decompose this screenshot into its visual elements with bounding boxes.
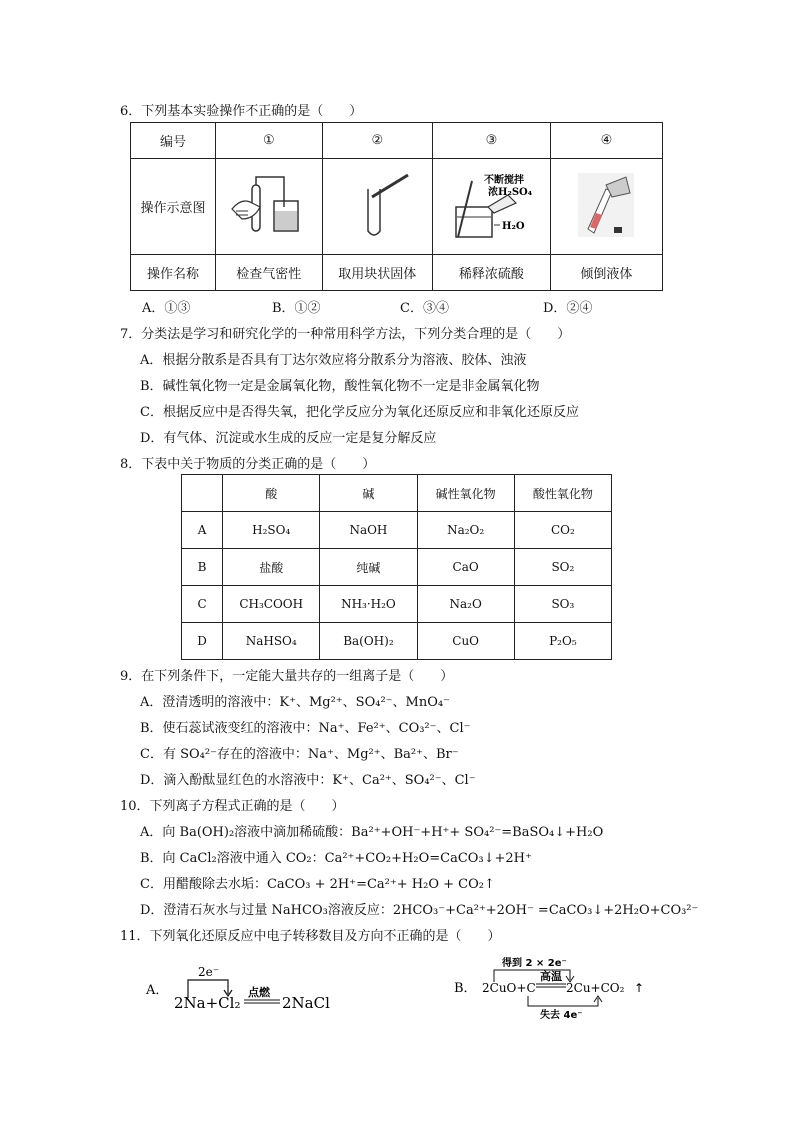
- q6-fig-pour: [550, 159, 662, 255]
- q6-option-a: A．①③: [142, 301, 191, 316]
- q6-header-3: ③: [433, 123, 551, 159]
- q8-cell: 纯碱: [320, 549, 417, 586]
- q8-cell: SO₃: [514, 586, 611, 623]
- q8-cell: D: [182, 623, 223, 660]
- q8-header-acidic-oxide: 酸性氧化物: [514, 475, 611, 512]
- q10-option-a: A．向 Ba(OH)₂溶液中滴加稀硫酸：Ba²⁺+OH⁻+H⁺+ SO₄²⁻=BaSO₄↓+H₂O: [140, 825, 604, 840]
- q11-b-rhs: 2Cu+CO₂: [566, 981, 625, 995]
- dilute-label-acid: 浓H₂SO₄: [488, 186, 533, 198]
- q10-option-c: C．用醋酸除去水垢：CaCO₃ + 2H⁺=Ca²⁺+ H₂O + CO₂↑: [140, 877, 495, 892]
- q8-table: [181, 474, 612, 660]
- q7-stem: 7．分类法是学习和研究化学的一种常用科学方法，下列分类合理的是（ ）: [120, 327, 571, 342]
- q8-cell: CH₃COOH: [223, 586, 320, 623]
- q7-option-c: C．根据反应中是否得失氧，把化学反应分为氧化还原反应和非氧化还原反应: [140, 405, 579, 420]
- q6-option-d: D．②④: [543, 301, 593, 316]
- q8-cell: NaHSO₄: [223, 623, 320, 660]
- airtight-check-illustration: [224, 167, 314, 243]
- q7-option-d: D．有气体、沉淀或水生成的反应一定是复分解反应: [140, 431, 437, 446]
- q11-b-lhs: 2CuO+C: [482, 981, 536, 995]
- q11-equation-b: [448, 952, 668, 1022]
- q8-header-0: [182, 475, 223, 512]
- solid-taking-illustration: [332, 167, 422, 243]
- q6-name-label: 操作名称: [131, 255, 216, 291]
- q8-cell: NH₃·H₂O: [320, 586, 417, 623]
- q6-name-4: 倾倒液体: [550, 255, 662, 291]
- q8-cell: B: [182, 549, 223, 586]
- q6-fig-dilute: [433, 159, 551, 255]
- q8-header-base: 碱: [320, 475, 417, 512]
- q11-a-lhs: 2Na+Cl₂: [174, 994, 241, 1012]
- q8-cell: SO₂: [514, 549, 611, 586]
- q8-stem: 8．下表中关于物质的分类正确的是（ ）: [120, 457, 376, 472]
- q8-cell: P₂O₅: [514, 623, 611, 660]
- q8-cell: 盐酸: [223, 549, 320, 586]
- q11-equation-a: [140, 958, 350, 1018]
- q10-stem: 10．下列离子方程式正确的是（ ）: [120, 799, 345, 814]
- q6-diagram-label: 操作示意图: [131, 159, 216, 255]
- q6-fig-airtight: [216, 159, 323, 255]
- q6-fig-solid: [322, 159, 432, 255]
- q8-cell: H₂SO₄: [223, 512, 320, 549]
- q9-option-a: A．澄清透明的溶液中：K⁺、Mg²⁺、SO₄²⁻、MnO₄⁻: [140, 695, 450, 710]
- q11-a-transfer: 2e⁻: [198, 965, 220, 979]
- q6-option-c: C．③④: [400, 301, 449, 316]
- q7-option-b: B．碱性氧化物一定是金属氧化物，酸性氧化物不一定是非金属氧化物: [140, 379, 540, 394]
- q11-stem: 11．下列氧化还原反应中电子转移数目及方向不正确的是（ ）: [120, 929, 501, 944]
- q9-option-c: C．有 SO₄²⁻存在的溶液中：Na⁺、Mg²⁺、Ba²⁺、Br⁻: [140, 747, 459, 762]
- q8-cell: CaO: [417, 549, 514, 586]
- q8-header-acid: 酸: [223, 475, 320, 512]
- q8-cell: A: [182, 512, 223, 549]
- table-row: [182, 549, 612, 586]
- q6-header-label: 编号: [131, 123, 216, 159]
- q6-header-1: ①: [216, 123, 323, 159]
- q6-name-3: 稀释浓硫酸: [433, 255, 551, 291]
- q6-name-1: 检查气密性: [216, 255, 323, 291]
- q10-option-b: B．向 CaCl₂溶液中通入 CO₂：Ca²⁺+CO₂+H₂O=CaCO₃↓+2H⁺: [140, 851, 532, 866]
- q7-option-a: A．根据分散系是否具有丁达尔效应将分散系分为溶液、胶体、浊液: [140, 353, 527, 368]
- q11-b-bottom: 失去 4e⁻: [540, 1010, 583, 1021]
- q6-header-4: ④: [550, 123, 662, 159]
- q11-a-condition: 点燃: [248, 986, 270, 999]
- q11-b-condition: 高温: [540, 970, 562, 983]
- q11-b-label: B．: [454, 981, 477, 996]
- q8-cell: NaOH: [320, 512, 417, 549]
- pour-liquid-illustration: [566, 167, 646, 243]
- q8-cell: C: [182, 586, 223, 623]
- q8-header-basic-oxide: 碱性氧化物: [417, 475, 514, 512]
- q8-cell: Na₂O₂: [417, 512, 514, 549]
- q10-option-d: D．澄清石灰水与过量 NaHCO₃溶液反应：2HCO₃⁻+Ca²⁺+2OH⁻ =CaCO₃↓+2H₂O+CO₃²⁻: [140, 903, 699, 918]
- table-row: [182, 623, 612, 660]
- q6-name-2: 取用块状固体: [322, 255, 432, 291]
- q9-option-b: B．使石蕊试液变红的溶液中：Na⁺、Fe²⁺、CO₃²⁻、Cl⁻: [140, 721, 471, 736]
- q6-option-b: B．①②: [272, 301, 321, 316]
- q11-a-rhs: 2NaCl: [282, 994, 330, 1012]
- q8-cell: CuO: [417, 623, 514, 660]
- gas-arrow-icon: ↑: [634, 981, 645, 995]
- table-row: [182, 586, 612, 623]
- q9-stem: 9．在下列条件下，一定能大量共存的一组离子是（ ）: [120, 669, 454, 684]
- q8-cell: Ba(OH)₂: [320, 623, 417, 660]
- dilute-label-stir: 不断搅拌: [484, 174, 525, 186]
- q6-table: [130, 122, 663, 291]
- table-row: [182, 512, 612, 549]
- q8-cell: CO₂: [514, 512, 611, 549]
- q11-b-top: 得到 2 × 2e⁻: [502, 958, 567, 969]
- q11-a-label: A．: [146, 983, 169, 998]
- q9-option-d: D．滴入酚酞显红色的水溶液中：K⁺、Ca²⁺、SO₄²⁻、Cl⁻: [140, 773, 476, 788]
- dilute-acid-illustration: [436, 167, 546, 243]
- q6-header-2: ②: [322, 123, 432, 159]
- q8-cell: Na₂O: [417, 586, 514, 623]
- dilute-label-water: H₂O: [502, 220, 525, 232]
- q6-stem: 6．下列基本实验操作不正确的是（ ）: [120, 104, 363, 119]
